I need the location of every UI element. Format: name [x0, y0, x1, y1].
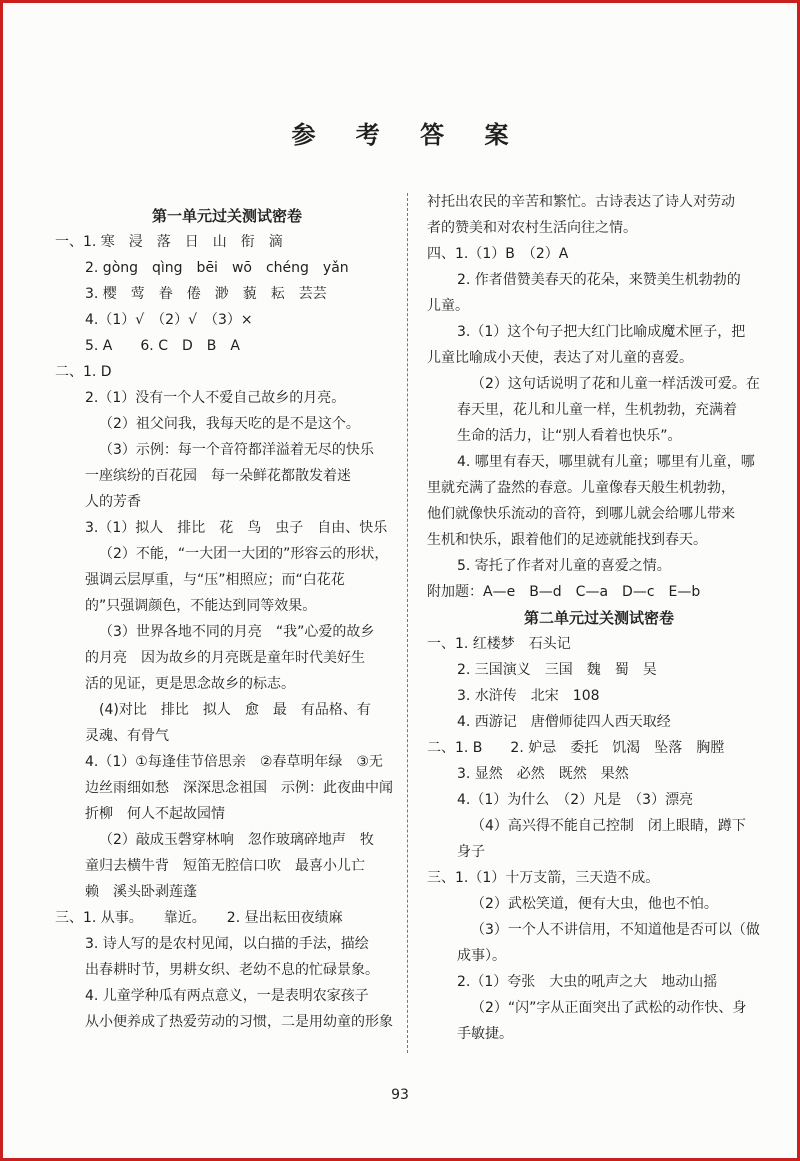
answer-line: 2. 三国演义 三国 魏 蜀 吴 [457, 662, 657, 678]
answer-line: 灵魂、有骨气 [85, 728, 169, 744]
answer-line: 三、1. 从事。 靠近。 2. 昼出耘田夜绩麻 [55, 910, 343, 926]
answer-line: 他们就像快乐流动的音符，到哪儿就会给哪儿带来 [427, 506, 735, 522]
answer-line: （3）一个人不讲信用，不知道他是否可以（做 [471, 922, 760, 938]
answer-line: 三、1.（1）十万支箭，三天造不成。 [427, 870, 660, 886]
answer-line: 的月亮 因为故乡的月亮既是童年时代美好生 [85, 650, 365, 666]
answer-line: 从小便养成了热爱劳动的习惯，二是用幼童的形象 [85, 1014, 393, 1030]
answer-line: 成事）。 [457, 948, 506, 964]
answer-line: 生命的活力，让“别人看着也快乐”。 [457, 428, 682, 444]
answer-line: 2.（1）夸张 大虫的吼声之大 地动山摇 [457, 974, 718, 990]
answer-line: 者的赞美和对农村生活向往之情。 [427, 220, 637, 236]
answer-line: 童归去横牛背 短笛无腔信口吹 最喜小儿亡 [85, 858, 365, 874]
answer-line: 四、1.（1）B （2）A [427, 246, 569, 262]
answer-line: 2.（1）没有一个人不爱自己故乡的月亮。 [85, 390, 346, 406]
column-divider [407, 193, 408, 1053]
answer-line: 一座缤纷的百花园 每一朵鲜花都散发着迷 [85, 468, 351, 484]
answer-line: 3.（1）这个句子把大红门比喻成魔术匣子，把 [457, 324, 746, 340]
answer-line: 3. 诗人写的是农村见闻，以白描的手法，描绘 [85, 936, 369, 952]
answer-line: （2）祖父问我，我每天吃的是不是这个。 [99, 416, 360, 432]
answer-line: （3）示例：每一个音符都洋溢着无尽的快乐 [99, 442, 374, 458]
answer-line: 春天里，花儿和儿童一样，生机勃勃，充满着 [457, 402, 737, 418]
answer-line: 活的见证，更是思念故乡的标志。 [85, 676, 295, 692]
answer-line: 儿童比喻成小天使，表达了对儿童的喜爱。 [427, 350, 693, 366]
answer-line: 4.（1）为什么 （2）凡是 （3）漂亮 [457, 792, 694, 808]
answer-line: 4. 儿童学种瓜有两点意义，一是表明农家孩子 [85, 988, 369, 1004]
answer-line: 的”只强调颜色，不能达到同等效果。 [85, 598, 317, 614]
answer-line: 边丝雨细如愁 深深思念祖国 示例：此夜曲中闻 [85, 780, 393, 796]
answer-line: （2）这句话说明了花和儿童一样活泼可爱。在 [471, 376, 760, 392]
section-heading: 第一单元过关测试密卷 [151, 207, 302, 225]
answer-line: 强调云层厚重，与“压”相照应；而“白花花 [85, 572, 345, 588]
page-number: 93 [391, 1087, 409, 1103]
answer-line: 2. 作者借赞美春天的花朵，来赞美生机勃勃的 [457, 272, 741, 288]
answer-line: 3.（1）拟人 排比 花 鸟 虫子 自由、快乐 [85, 520, 388, 536]
left-column [55, 203, 399, 1035]
answer-line: 3. 水浒传 北宋 108 [457, 688, 600, 704]
answer-line: 里就充满了盎然的春意。儿童像春天般生机勃勃， [427, 480, 735, 496]
answer-line: 4.（1）√ （2）√ （3）× [85, 312, 253, 328]
answer-line: 折柳 何人不起故园情 [85, 806, 225, 822]
answer-line: 衬托出农民的辛苦和繁忙。古诗表达了诗人对劳动 [427, 194, 735, 210]
answer-line: 儿童。 [427, 298, 469, 314]
answer-line: 一、1. 红楼梦 石头记 [427, 636, 571, 652]
answer-line: 3. 樱 莺 眷 倦 渺 藐 耘 芸芸 [85, 286, 327, 302]
answer-line: 手敏捷。 [457, 1026, 513, 1042]
answer-line: 4. 西游记 唐僧师徒四人西天取经 [457, 714, 671, 730]
answer-line: 2. gòng qìng bēi wō chéng yǎn [85, 260, 349, 276]
answer-line: 生机和快乐，跟着他们的足迹就能找到春天。 [427, 532, 707, 548]
answer-line: 二、1. B 2. 妒忌 委托 饥渴 坠落 胸膛 [427, 740, 725, 756]
answer-line: （2）敲成玉磬穿林响 忽作玻璃碎地声 牧 [99, 832, 374, 848]
answer-line: 出春耕时节，男耕女织、老幼不息的忙碌景象。 [85, 962, 379, 978]
answer-line: （2）武松笑道，便有大虫，他也不怕。 [471, 896, 718, 912]
section-heading: 第二单元过关测试密卷 [523, 609, 674, 627]
answer-line: 4.（1）①每逢佳节倍思亲 ②春草明年绿 ③无 [85, 754, 383, 770]
answer-line: 4. 哪里有春天，哪里就有儿童；哪里有儿童，哪 [457, 454, 755, 470]
answer-line: 附加题：A—e B—d C—a D—c E—b [427, 584, 701, 600]
answer-line: 赖 溪头卧剥莲蓬 [85, 884, 197, 900]
answer-line: 人的芳香 [85, 494, 141, 510]
right-column [427, 189, 771, 1047]
page-title: 参 考 答 案 [291, 120, 525, 149]
answer-line: 5. A 6. C D B A [85, 338, 240, 354]
answer-line: （3）世界各地不同的月亮 “我”心爱的故乡 [99, 624, 375, 640]
answer-line: （4）高兴得不能自己控制 闭上眼睛，蹲下 [471, 818, 746, 834]
answer-line: （2）不能，“一大团一大团的”形容云的形状， [99, 546, 389, 562]
answer-line: 5. 寄托了作者对儿童的喜爱之情。 [457, 558, 671, 574]
answer-line: 一、1. 寒 浸 落 日 山 衔 滴 [55, 234, 283, 250]
answer-line: (4)对比 排比 拟人 愈 最 有品格、有 [99, 702, 371, 718]
answer-line: 二、1. D [55, 364, 112, 380]
answer-line: （2）“闪”字从正面突出了武松的动作快、身 [471, 1000, 747, 1016]
answer-line: 3. 显然 必然 既然 果然 [457, 766, 629, 782]
answer-line: 身子 [457, 844, 485, 860]
